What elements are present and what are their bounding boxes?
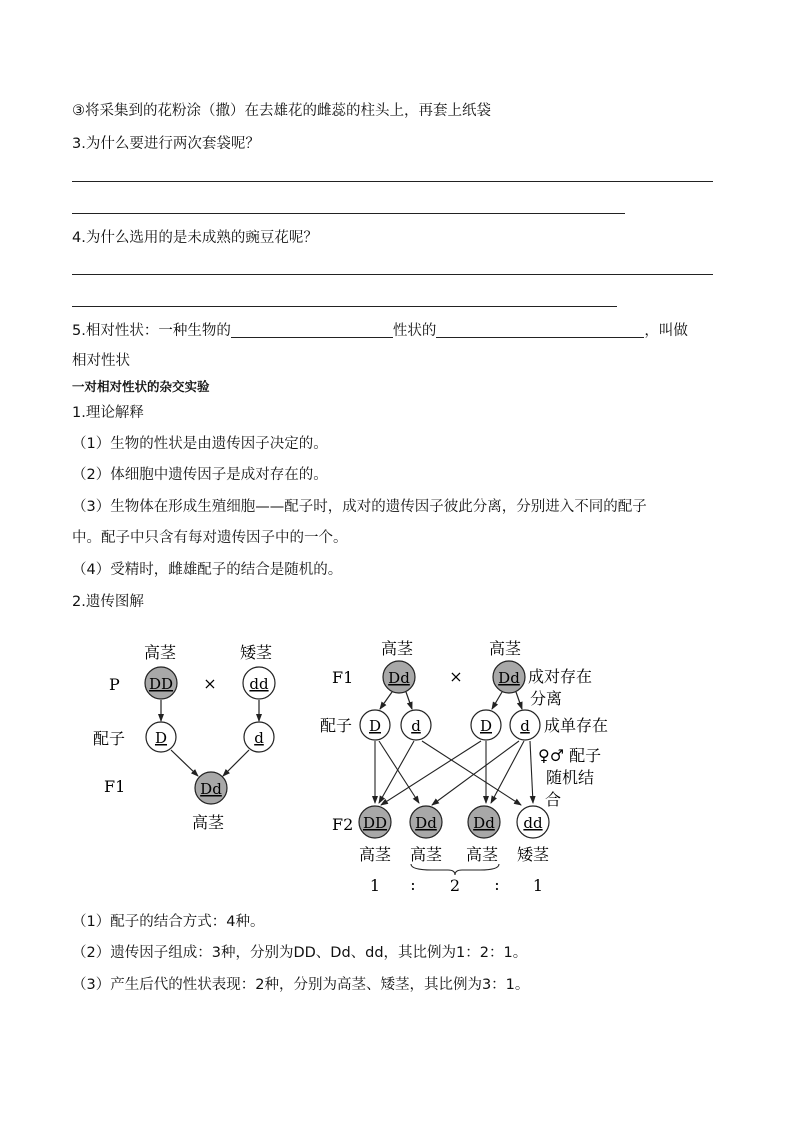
genotype-Dd: Dd: [200, 780, 222, 798]
theory-title: 1.理论解释: [72, 405, 144, 421]
arrow: [223, 750, 249, 776]
theory-item: （1）生物的性状是由遗传因子决定的。: [72, 436, 328, 452]
note-paired: 成对存在: [528, 667, 593, 686]
q5-text-a: 5.相对性状：一种生物的: [72, 323, 231, 339]
arrow: [406, 692, 412, 709]
theory-item: （2）体细胞中遗传因子是成对存在的。: [72, 467, 328, 483]
grouping-brace: [411, 864, 499, 875]
arrow: [491, 741, 524, 803]
f2-genotype: Dd: [473, 814, 495, 832]
f2-trait: 矮茎: [516, 845, 550, 864]
ratio-value: 2: [449, 876, 461, 895]
theory-item: 中。配子中只含有每对遗传因子中的一个。: [72, 530, 348, 546]
arrow: [171, 750, 198, 776]
f2-genotype: dd: [523, 814, 543, 832]
arrow: [516, 692, 522, 709]
gamete-D: D: [368, 717, 382, 735]
genotype-dd: dd: [249, 675, 269, 693]
ratio-value: 1: [532, 876, 544, 895]
gamete-D: D: [479, 717, 493, 735]
f2-label: F2: [332, 815, 354, 834]
f1-label: F1: [104, 777, 126, 796]
conclusion-item: （2）遗传因子组成：3种，分别为DD、Dd、dd，其比例为1：2：1。: [72, 945, 528, 961]
conclusion-item: （3）产生后代的性状表现：2种，分别为高茎、矮茎，其比例为3：1。: [72, 977, 530, 993]
arrow: [379, 741, 414, 803]
dwarf-label: 矮茎: [240, 643, 273, 662]
conclusion-item: （1）配子的结合方式：4种。: [72, 914, 265, 930]
ratio-colon: :: [494, 875, 500, 894]
f2-genotype: Dd: [415, 814, 437, 832]
cross-sign: ×: [449, 667, 463, 686]
note-random-3: 合: [545, 790, 562, 809]
gamete-label: 配子: [320, 716, 353, 735]
p-label: P: [109, 675, 120, 694]
theory-item: （4）受精时，雌雄配子的结合是随机的。: [72, 562, 343, 578]
f1-trait: 高茎: [192, 813, 225, 832]
gamete-d: d: [411, 717, 421, 735]
theory-item: （3）生物体在形成生殖细胞——配子时，成对的遗传因子彼此分离，分别进入不同的配子: [72, 499, 647, 515]
note-single: 成单存在: [544, 716, 609, 735]
diagram-title: 2.遗传图解: [72, 594, 144, 610]
f1-label: F1: [332, 668, 354, 687]
note-separate: 分离: [530, 689, 563, 708]
question-3: 3.为什么要进行两次套袋呢？: [72, 136, 260, 152]
step-3-text: ③将采集到的花粉涂（撒）在去雄花的雌蕊的柱头上，再套上纸袋: [72, 103, 491, 119]
note-random-1: ♀♂ 配子: [538, 746, 602, 765]
ratio-colon: :: [410, 875, 416, 894]
section-title: 一对相对性状的杂交实验: [72, 379, 210, 394]
genotype-Dd: Dd: [388, 669, 410, 687]
note-random-2: 随机结: [546, 768, 595, 787]
genotype-DD: DD: [148, 675, 174, 693]
f2-genotype: DD: [362, 814, 388, 832]
arrow: [380, 692, 392, 709]
genotype-Dd: Dd: [498, 669, 520, 687]
gamete-d: d: [254, 729, 264, 747]
tall-label: 高茎: [489, 639, 522, 658]
tall-label: 高茎: [381, 639, 414, 658]
q5-continued: 相对性状: [72, 353, 130, 369]
question-4: 4.为什么选用的是未成熟的豌豆花呢？: [72, 230, 318, 246]
ratio-value: 1: [369, 876, 381, 895]
f2-trait: 高茎: [409, 845, 443, 864]
gamete-label: 配子: [93, 729, 126, 748]
f2-trait: 高茎: [358, 845, 392, 864]
cross-sign: ×: [203, 674, 217, 693]
arrow: [530, 741, 533, 803]
q5-text-b: 性状的: [392, 323, 437, 339]
gamete-D: D: [154, 729, 168, 747]
tall-label: 高茎: [144, 643, 177, 662]
gamete-d: d: [520, 717, 530, 735]
arrow: [492, 692, 502, 709]
q5-text-c: ，叫做: [644, 323, 688, 339]
f2-trait: 高茎: [465, 845, 499, 864]
